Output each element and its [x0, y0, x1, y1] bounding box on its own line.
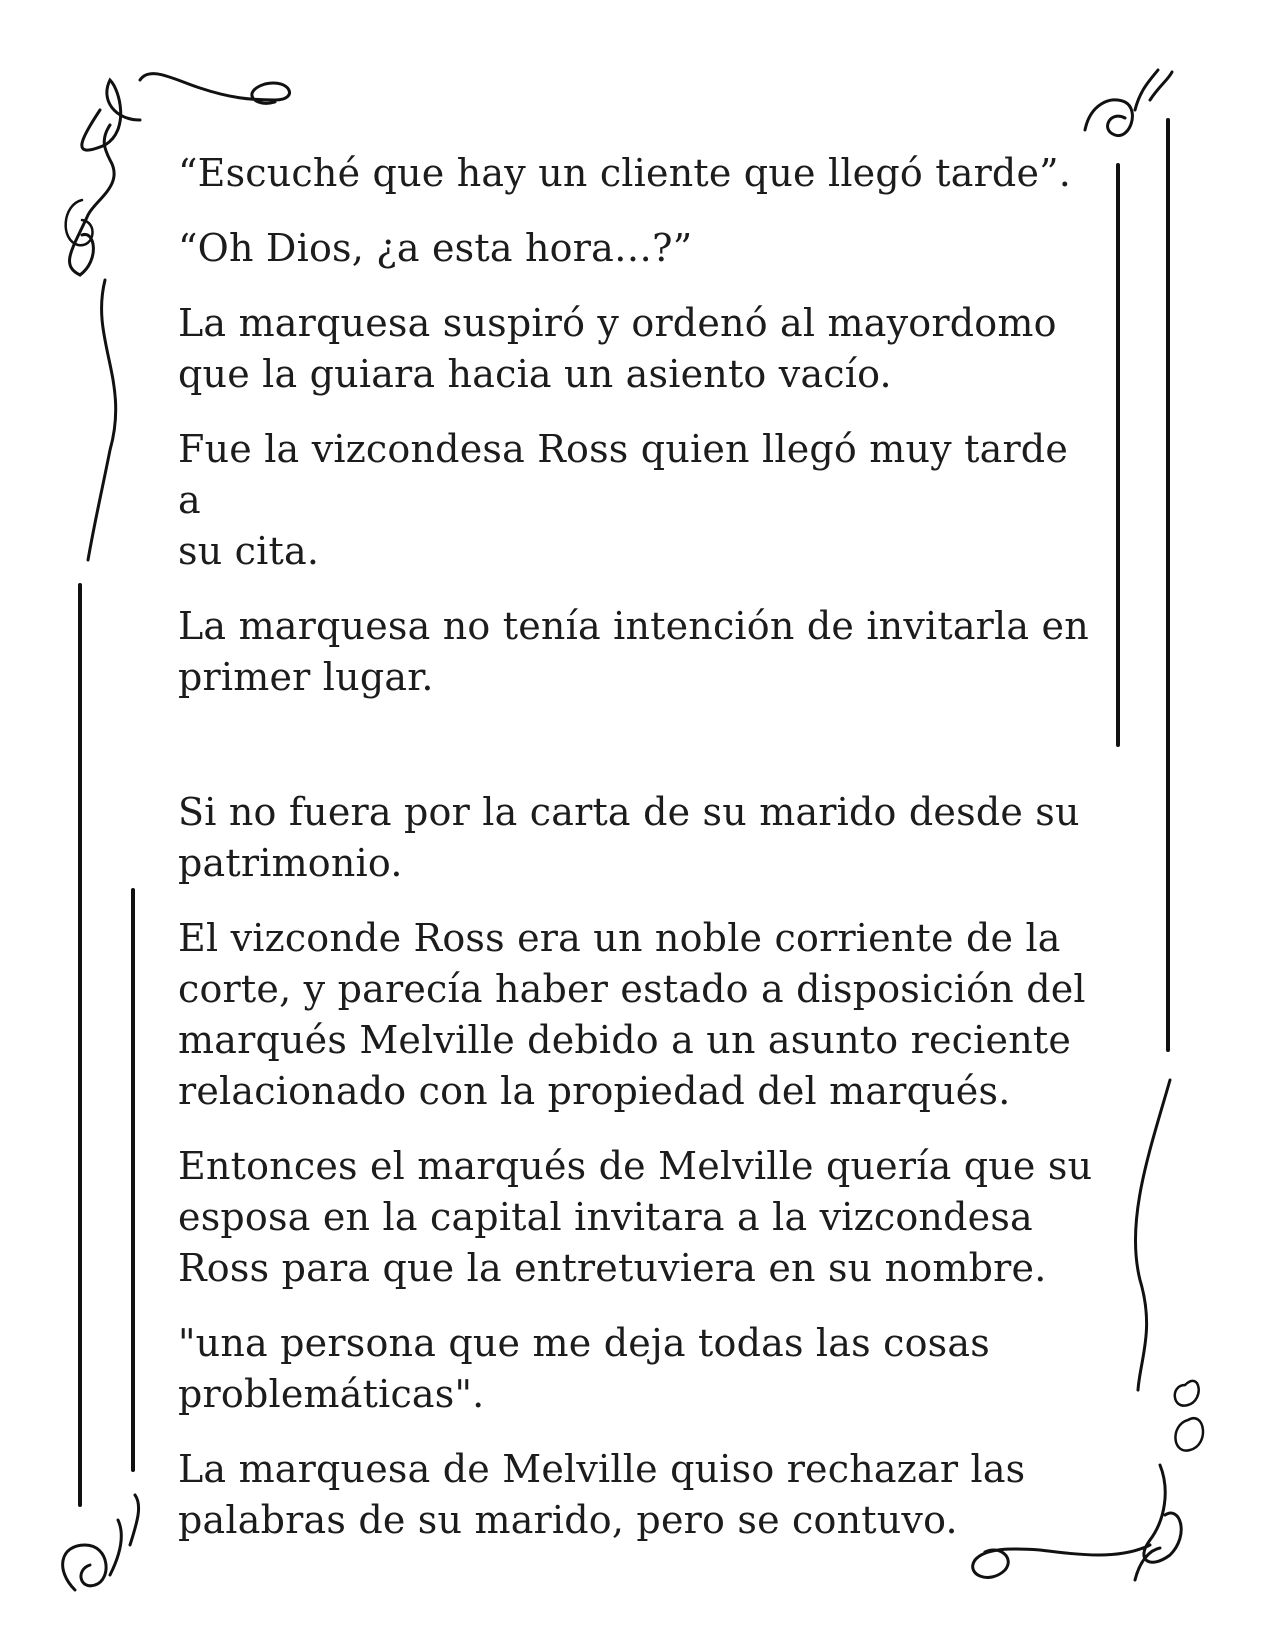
flourish-top-right [1085, 70, 1172, 136]
flourish-bottom-left [63, 1495, 139, 1590]
paragraph: La marquesa de Melville quiso rechazar las palabras de su marido, pero se contuvo. [178, 1447, 1026, 1542]
left-sinuous-line [88, 280, 116, 560]
paragraph: “Oh Dios, ¿a esta hora…?” [178, 226, 693, 270]
paragraph: "una persona que me deja todas las cosas problemáticas". [178, 1321, 990, 1416]
paragraph: “Escuché que hay un cliente que llegó tarde”. [178, 151, 1072, 195]
paragraph: Entonces el marqués de Melville quería que su esposa en la capital invitara a la vizcondesa Ross para que la entretuviera en su nombre. [178, 1144, 1093, 1290]
paragraph: Si no fuera por la carta de su marido desde su patrimonio. [178, 790, 1080, 885]
paragraph: La marquesa no tenía intención de invitarla en primer lugar. [178, 604, 1089, 699]
section-gap [178, 727, 1098, 787]
paragraph: Fue la vizcondesa Ross quien llegó muy tarde a su cita. [178, 427, 1069, 573]
paragraph: El vizconde Ross era un noble corriente de la corte, y parecía haber estado a disposición del marqués Melville debido a un asunto reciente relacionado con la propiedad del marqués. [178, 916, 1086, 1113]
story-text [178, 148, 1098, 1570]
right-sinuous-line [1135, 1080, 1170, 1390]
paragraph: La marquesa suspiró y ordenó al mayordomo que la guiara hacia un asiento vacío. [178, 301, 1057, 396]
flourish-top-left [82, 74, 290, 151]
